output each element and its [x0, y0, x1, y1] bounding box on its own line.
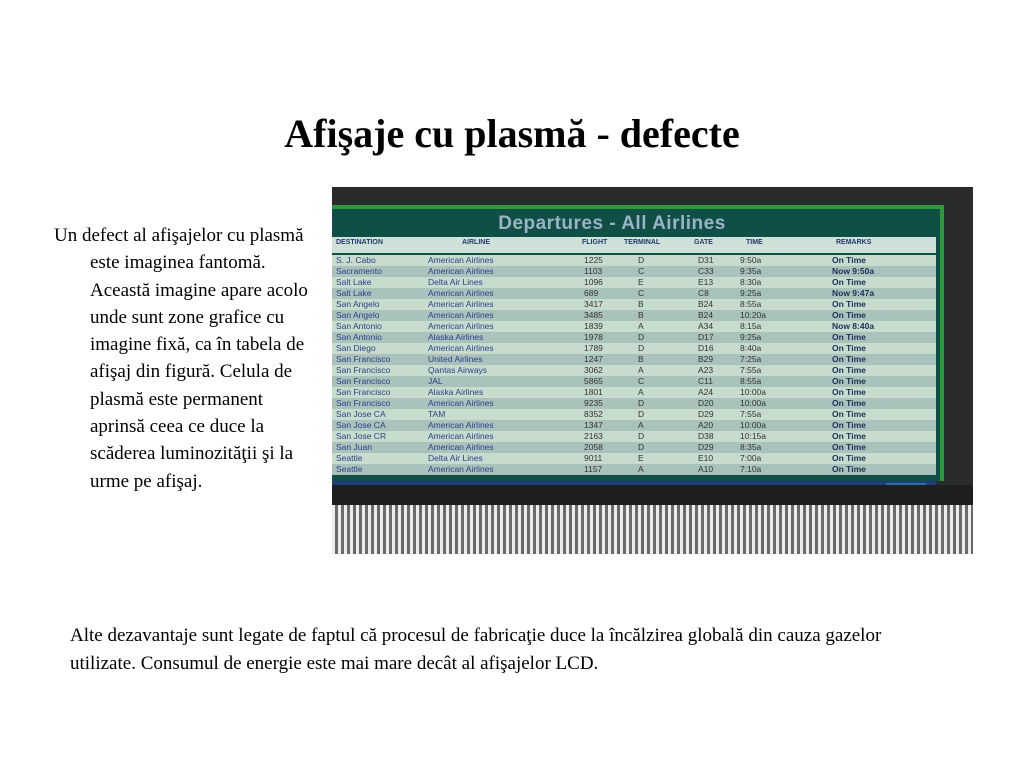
- row-time: 9:25a: [740, 332, 762, 342]
- board-header-row: [332, 237, 936, 253]
- row-gate: D31: [698, 255, 714, 265]
- row-terminal: D: [638, 442, 645, 452]
- header-airline: AIRLINE: [462, 239, 490, 246]
- departures-board-photo: [332, 187, 973, 554]
- row-gate: D38: [698, 431, 714, 441]
- row-time: 8:55a: [740, 299, 762, 309]
- row-remarks: On Time: [832, 431, 866, 441]
- header-remarks: REMARKS: [836, 239, 872, 246]
- row-airline: American Airlines: [428, 442, 494, 452]
- row-gate: A34: [698, 321, 714, 331]
- row-airline: Qantas Airways: [428, 365, 488, 375]
- row-gate: D17: [698, 332, 714, 342]
- row-terminal: D: [638, 255, 645, 265]
- row-terminal: C: [638, 288, 645, 298]
- row-terminal: A: [638, 464, 644, 474]
- row-remarks: On Time: [832, 398, 866, 408]
- row-time: 10:00a: [740, 387, 766, 397]
- row-remarks: Now 8:40a: [832, 321, 875, 331]
- row-gate: D20: [698, 398, 714, 408]
- row-airline: American Airlines: [428, 310, 494, 320]
- row-flight: 1103: [584, 266, 603, 276]
- row-remarks: On Time: [832, 310, 866, 320]
- row-flight: 1096: [584, 277, 603, 287]
- row-time: 7:00a: [740, 453, 762, 463]
- row-time: 7:55a: [740, 365, 762, 375]
- row-time: 10:15a: [740, 431, 766, 441]
- row-terminal: C: [638, 266, 645, 276]
- row-gate: B24: [698, 299, 714, 309]
- flight-row: [332, 266, 936, 277]
- row-remarks: On Time: [832, 277, 866, 287]
- row-remarks: Now 9:50a: [832, 266, 875, 276]
- row-airline: American Airlines: [428, 398, 494, 408]
- flight-row: [332, 321, 936, 332]
- row-gate: D29: [698, 409, 714, 419]
- row-gate: A10: [698, 464, 714, 474]
- row-destination: San Francisco: [336, 387, 391, 397]
- row-airline: Alaska Airlines: [428, 332, 484, 342]
- row-gate: C8: [698, 288, 709, 298]
- row-flight: 1347: [584, 420, 603, 430]
- row-flight: 1978: [584, 332, 603, 342]
- row-remarks: On Time: [832, 332, 866, 342]
- flight-row: [332, 332, 936, 343]
- row-airline: American Airlines: [428, 321, 494, 331]
- row-gate: C33: [698, 266, 714, 276]
- row-remarks: On Time: [832, 343, 866, 353]
- row-flight: 3062: [584, 365, 603, 375]
- row-airline: American Airlines: [428, 464, 494, 474]
- flight-row: [332, 277, 936, 288]
- row-airline: United Airlines: [428, 354, 483, 364]
- row-terminal: D: [638, 409, 645, 419]
- row-remarks: On Time: [832, 442, 866, 452]
- row-airline: American Airlines: [428, 288, 494, 298]
- row-destination: San Antonio: [336, 332, 382, 342]
- header-destination: DESTINATION: [336, 239, 383, 246]
- row-airline: American Airlines: [428, 255, 494, 265]
- row-destination: San Francisco: [336, 365, 391, 375]
- flight-row: [332, 365, 936, 376]
- row-flight: 1247: [584, 354, 603, 364]
- row-time: 7:25a: [740, 354, 762, 364]
- row-destination: Salt Lake: [336, 288, 372, 298]
- row-destination: San Francisco: [336, 398, 391, 408]
- row-remarks: On Time: [832, 255, 866, 265]
- row-airline: American Airlines: [428, 343, 494, 353]
- row-time: 10:00a: [740, 420, 766, 430]
- row-destination: San Angelo: [336, 310, 380, 320]
- flight-row: [332, 310, 936, 321]
- row-time: 10:00a: [740, 398, 766, 408]
- row-destination: Seattle: [336, 453, 363, 463]
- row-destination: San Jose CA: [336, 420, 386, 430]
- row-airline: Alaska Airlines: [428, 387, 484, 397]
- flight-row: [332, 442, 936, 453]
- plasma-screen: [332, 205, 944, 481]
- row-airline: Delta Air Lines: [428, 277, 483, 287]
- row-destination: San Antonio: [336, 321, 382, 331]
- row-destination: S. J. Cabo: [336, 255, 376, 265]
- header-terminal: TERMINAL: [624, 239, 661, 246]
- row-terminal: A: [638, 321, 644, 331]
- screen-bezel: [332, 485, 973, 507]
- flight-row: [332, 299, 936, 310]
- row-time: 8:35a: [740, 442, 762, 452]
- row-terminal: C: [638, 376, 645, 386]
- row-terminal: D: [638, 431, 645, 441]
- row-destination: San Jose CA: [336, 409, 386, 419]
- row-flight: 1789: [584, 343, 603, 353]
- flight-row: [332, 431, 936, 442]
- header-time: TIME: [746, 239, 763, 246]
- row-destination: Salt Lake: [336, 277, 372, 287]
- flight-row: [332, 255, 936, 266]
- row-gate: E13: [698, 277, 714, 287]
- row-gate: E10: [698, 453, 714, 463]
- row-flight: 689: [584, 288, 599, 298]
- row-gate: B29: [698, 354, 714, 364]
- row-terminal: B: [638, 299, 644, 309]
- row-remarks: On Time: [832, 299, 866, 309]
- row-terminal: B: [638, 354, 644, 364]
- flight-rows: [332, 255, 936, 475]
- row-flight: 8352: [584, 409, 603, 419]
- row-terminal: E: [638, 277, 644, 287]
- row-time: 8:15a: [740, 321, 762, 331]
- row-terminal: A: [638, 365, 644, 375]
- row-time: 8:40a: [740, 343, 762, 353]
- row-destination: San Jose CR: [336, 431, 387, 441]
- ghost-image-description: Un defect al afişajelor cu plasmă este imaginea fantomă. Această imagine apare acolo unde sunt zone grafice cu imagine fixă, ca în tabela de afişaj din figură. Celula de plasmă este permanent aprinsă ceea ce duce la scăderea luminozităţii şi la urme pe afişaj.: [54, 225, 308, 492]
- row-remarks: On Time: [832, 387, 866, 397]
- slide-title: Afişaje cu plasmă - defecte: [284, 111, 740, 156]
- header-flight: FLIGHT: [582, 239, 608, 246]
- flight-row: [332, 420, 936, 431]
- flight-row: [332, 398, 936, 409]
- row-airline: American Airlines: [428, 431, 494, 441]
- row-destination: San Juan: [336, 442, 372, 452]
- row-gate: A23: [698, 365, 714, 375]
- flight-row: [332, 464, 936, 475]
- row-time: 7:55a: [740, 409, 762, 419]
- row-gate: C11: [698, 376, 713, 386]
- row-remarks: On Time: [832, 376, 866, 386]
- flight-row: [332, 288, 936, 299]
- row-flight: 2058: [584, 442, 603, 452]
- row-time: 9:25a: [740, 288, 762, 298]
- row-terminal: D: [638, 398, 645, 408]
- row-time: 9:50a: [740, 255, 762, 265]
- flight-row: [332, 343, 936, 354]
- row-remarks: Now 9:47a: [832, 288, 875, 298]
- row-terminal: B: [638, 310, 644, 320]
- row-flight: 5865: [584, 376, 603, 386]
- row-destination: San Francisco: [336, 354, 391, 364]
- row-terminal: A: [638, 420, 644, 430]
- row-remarks: On Time: [832, 354, 866, 364]
- row-flight: 2163: [584, 431, 603, 441]
- row-flight: 1801: [584, 387, 603, 397]
- row-time: 9:35a: [740, 266, 762, 276]
- flight-row: [332, 376, 936, 387]
- row-time: 8:55a: [740, 376, 762, 386]
- row-flight: 9011: [584, 453, 603, 463]
- flight-row: [332, 354, 936, 365]
- row-flight: 3417: [584, 299, 603, 309]
- board-title: Departures - All Airlines: [498, 213, 726, 234]
- row-flight: 3485: [584, 310, 603, 320]
- row-time: 10:20a: [740, 310, 766, 320]
- row-airline: American Airlines: [428, 266, 494, 276]
- row-remarks: On Time: [832, 420, 866, 430]
- row-gate: D16: [698, 343, 714, 353]
- row-remarks: On Time: [832, 365, 866, 375]
- flight-row: [332, 387, 936, 398]
- row-remarks: On Time: [832, 453, 866, 463]
- header-gate: GATE: [694, 239, 713, 246]
- row-destination: Sacramento: [336, 266, 382, 276]
- row-airline: American Airlines: [428, 299, 494, 309]
- row-destination: Seattle: [336, 464, 363, 474]
- background-wall: [332, 505, 973, 554]
- row-flight: 1157: [584, 464, 603, 474]
- row-flight: 1225: [584, 255, 603, 265]
- row-flight: 9235: [584, 398, 603, 408]
- row-airline: TAM: [428, 409, 446, 419]
- row-airline: Delta Air Lines: [428, 453, 483, 463]
- row-remarks: On Time: [832, 409, 866, 419]
- row-time: 7:10a: [740, 464, 762, 474]
- row-gate: A24: [698, 387, 714, 397]
- row-terminal: D: [638, 332, 645, 342]
- row-gate: A20: [698, 420, 714, 430]
- row-flight: 1839: [584, 321, 603, 331]
- row-destination: San Francisco: [336, 376, 391, 386]
- flight-row: [332, 409, 936, 420]
- row-gate: B24: [698, 310, 714, 320]
- row-remarks: On Time: [832, 464, 866, 474]
- row-gate: D29: [698, 442, 714, 452]
- disadvantages-paragraph: Alte dezavantaje sunt legate de faptul că procesul de fabricaţie duce la încălzirea globală din cauza gazelor utilizate. Consumul de energie este mai mare decât al afişajelor LCD.: [70, 625, 882, 674]
- row-airline: JAL: [428, 376, 443, 386]
- row-terminal: E: [638, 453, 644, 463]
- row-airline: American Airlines: [428, 420, 494, 430]
- row-terminal: A: [638, 387, 644, 397]
- flight-row: [332, 453, 936, 464]
- row-destination: San Angelo: [336, 299, 380, 309]
- row-time: 8:30a: [740, 277, 762, 287]
- row-destination: San Diego: [336, 343, 376, 353]
- row-terminal: D: [638, 343, 645, 353]
